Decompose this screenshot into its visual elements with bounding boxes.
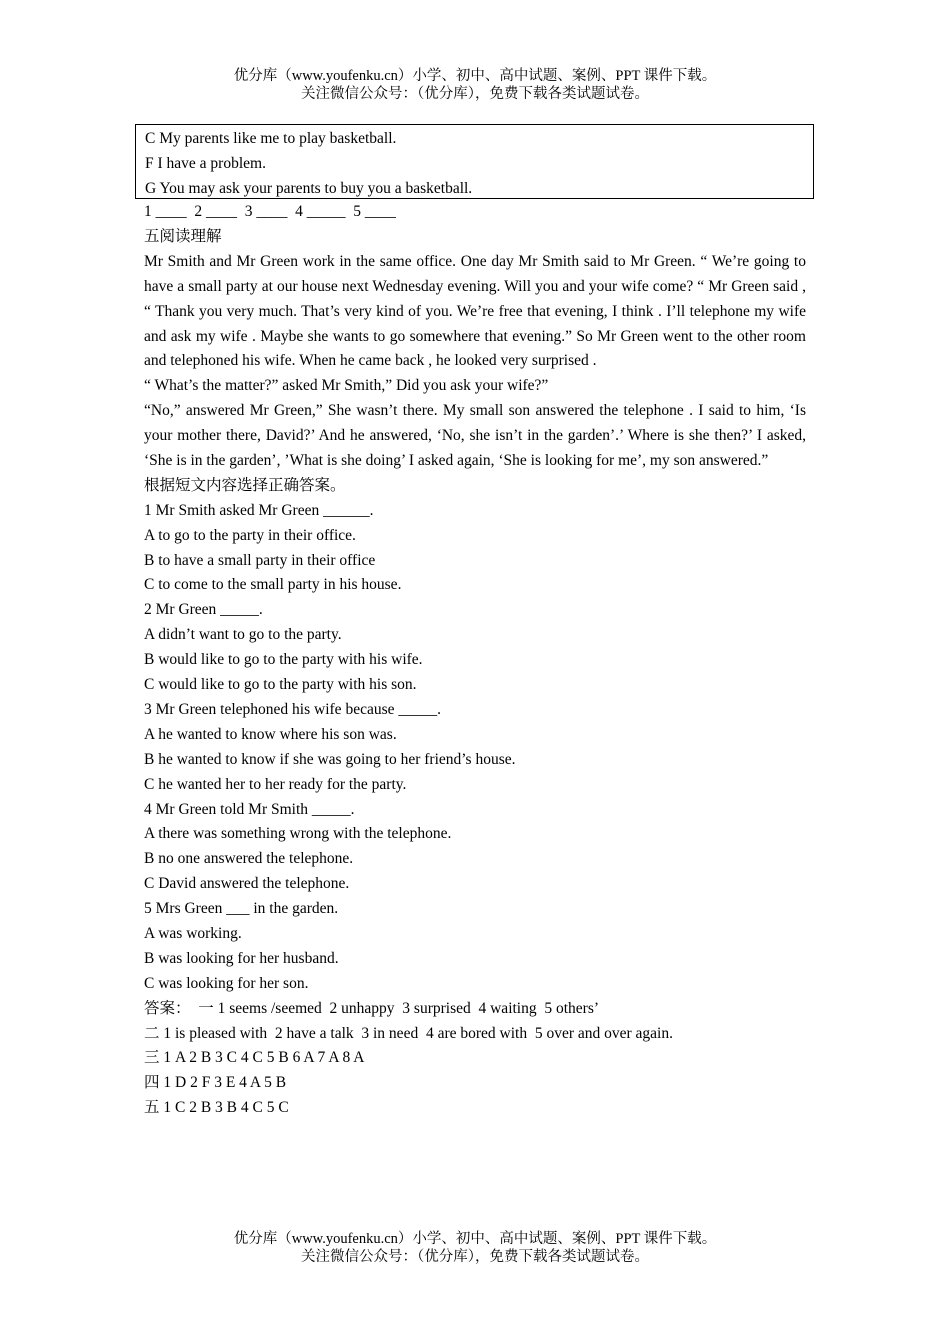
option-line: G You may ask your parents to buy you a basketball. xyxy=(145,180,473,197)
option-item: B no one answered the telephone. xyxy=(144,850,354,868)
option-item: C to come to the small party in his house. xyxy=(144,576,402,594)
option-line: F I have a problem. xyxy=(145,155,266,172)
option-item: A he wanted to know where his son was. xyxy=(144,725,397,743)
passage-paragraph-1: Mr Smith and Mr Green work in the same office. One day Mr Smith said to Mr Green. “ We’re going to have a small party at our house next Wednesday evening. Will you and your wife come? “ Mr Green said , “ Thank you very much. That’s very kind of you. We’re free that evening, I think . I’ll telephone my wife and ask my wife . Maybe she wants to go somewhere that evening.” So Mr Green went to the other room and telephoned his wife. When he came back , he looked very surprised . xyxy=(144,252,806,370)
questions-list xyxy=(144,499,806,997)
header-line-1: 优分库（www.youfenku.cn）小学、初中、高中试题、案例、PPT 课件下载。 xyxy=(233,68,717,84)
options-box xyxy=(135,124,814,199)
page-header xyxy=(0,67,950,103)
option-item: C David answered the telephone. xyxy=(144,875,350,893)
passage-paragraph-2: “ What’s the matter?” asked Mr Smith,” Did you ask your wife?” xyxy=(144,377,549,395)
option-item: C he wanted her to her ready for the party. xyxy=(144,775,407,793)
option-item: B to have a small party in their office xyxy=(144,551,376,569)
question-item: 3 Mr Green telephoned his wife because _____. xyxy=(144,700,441,718)
answer-line: 三 1 A 2 B 3 C 4 C 5 B 6 A 7 A 8 A xyxy=(144,1049,365,1067)
option-item: A didn’t want to go to the party. xyxy=(144,626,342,644)
answer-line: 二 1 is pleased with 2 have a talk 3 in need 4 are bored with 5 over and over again. xyxy=(144,1024,673,1042)
document-body xyxy=(144,200,806,1121)
answer-key xyxy=(144,997,806,1121)
passage-paragraph-3: “No,” answered Mr Green,” She wasn’t there. My small son answered the telephone . I said to him, ‘Is your mother there, David?’ And he answered, ‘No, she isn’t in the garden’.’ Where is she then?’ I asked, ‘She is in the garden’, ’What is she doing’ I asked again, ‘She is looking for me’, my son answered.” xyxy=(144,402,806,470)
option-item: A was working. xyxy=(144,924,242,942)
question-item: 2 Mr Green _____. xyxy=(144,601,263,619)
section-title-reading: 五阅读理解 xyxy=(144,227,222,245)
page-footer xyxy=(0,1230,950,1266)
answer-line: 答案： 一 1 seems /seemed 2 unhappy 3 surprised 4 waiting 5 others’ xyxy=(144,999,600,1017)
option-item: C was looking for her son. xyxy=(144,974,309,992)
option-item: A to go to the party in their office. xyxy=(144,526,356,544)
footer-line-2: 关注微信公众号：（优分库），免费下载各类试题试卷。 xyxy=(301,1249,649,1265)
instruction: 根据短文内容选择正确答案。 xyxy=(144,476,346,494)
option-item: B was looking for her husband. xyxy=(144,949,339,967)
question-item: 5 Mrs Green ___ in the garden. xyxy=(144,900,339,918)
option-line: C My parents like me to play basketball. xyxy=(145,130,397,147)
question-item: 1 Mr Smith asked Mr Green ______. xyxy=(144,501,374,519)
option-item: B would like to go to the party with his wife. xyxy=(144,651,423,669)
header-line-2: 关注微信公众号：（优分库），免费下载各类试题试卷。 xyxy=(301,86,649,102)
answer-line: 五 1 C 2 B 3 B 4 C 5 C xyxy=(144,1099,289,1117)
option-item: B he wanted to know if she was going to her friend’s house. xyxy=(144,750,516,768)
answer-line: 四 1 D 2 F 3 E 4 A 5 B xyxy=(144,1074,287,1092)
question-item: 4 Mr Green told Mr Smith _____. xyxy=(144,800,355,818)
answer-blanks: 1 ____ 2 ____ 3 ____ 4 _____ 5 ____ xyxy=(144,203,396,220)
footer-line-1: 优分库（www.youfenku.cn）小学、初中、高中试题、案例、PPT 课件下载。 xyxy=(233,1231,717,1247)
option-item: C would like to go to the party with his son. xyxy=(144,676,417,694)
option-item: A there was something wrong with the telephone. xyxy=(144,825,452,843)
